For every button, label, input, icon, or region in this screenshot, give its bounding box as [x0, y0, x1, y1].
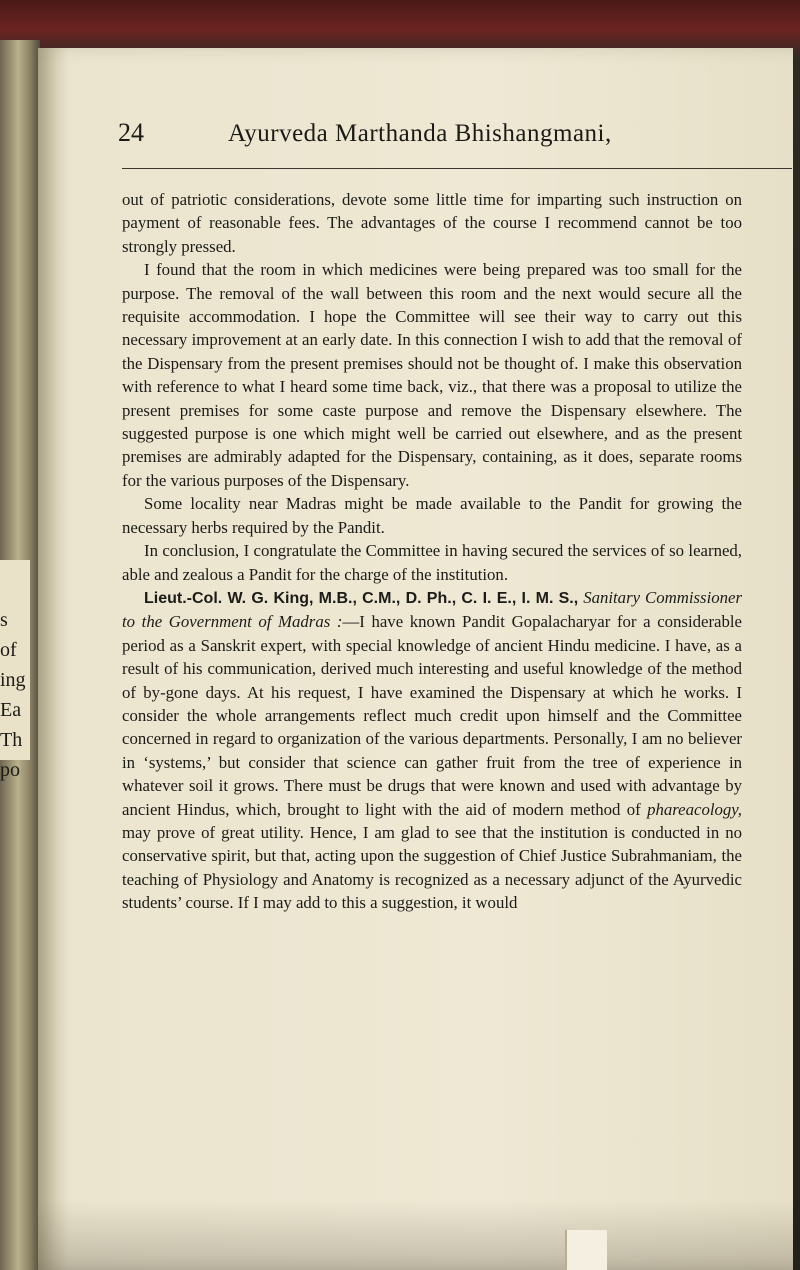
testimonial-text-continued: may prove of great utility. Hence, I am glad to see that the institution is conducted in no conservative spirit, but that, acting upon the suggestion of Chief Justice Subrahmaniam, the teaching of Physiology and Anatomy is recognized as a necessary adjunct of the Ayurvedic students’ course. If I may add to this a suggestion, it would	[122, 822, 742, 913]
fragment-line: Ea	[0, 699, 22, 721]
fragment-line: Th	[0, 729, 23, 751]
page-number: 24	[118, 118, 144, 147]
paragraph-4: In conclusion, I congratulate the Committee in having secured the services of so learned, able and zealous a Pandit for the charge of the institution.	[122, 541, 742, 584]
running-header	[118, 118, 678, 158]
page-shadow	[38, 1200, 793, 1270]
page-body	[122, 188, 742, 915]
fragment-line: po	[0, 759, 20, 781]
paragraph-1: out of patriotic considerations, devote some little time for imparting such instruction on payment of reasonable fees. The advantages of the course I recommend cannot be too strongly pressed.	[122, 190, 742, 256]
testimonial-author: Lieut.-Col. W. G. King, M.B., C.M., D. Ph., C. I. E., I. M. S.,	[144, 589, 579, 607]
italic-term: phareacology,	[647, 799, 742, 819]
running-title: Ayurveda Marthanda Bhishangmani,	[228, 120, 612, 147]
paragraph-2: I found that the room in which medicines were being prepared was too small for the purpose. The removal of the wall between this room and the next would secure all the requisite accommodation. I hope the Committee will see their way to carry out this necessary improvement at an early date. In this connection I wish to add that the removal of the Dispensary from the present premises should not be thought of. I make this observation with reference to what I heard some time back, viz., that there was a proposal to utilize the present premises for some caste purpose and remove the Dispensary elsewhere. The suggested purpose is one which might well be carried out elsewhere, and as the present premises are admirably adapted for the Dispensary, containing, as it does, separate rooms for the various purposes of the Dispensary.	[122, 260, 742, 490]
facing-page-fragments	[0, 605, 30, 785]
fragment-line: ing	[0, 669, 26, 691]
author-role: Sanitary Commissioner to the Government of Madras :	[122, 587, 743, 632]
paragraph-3: Some locality near Madras might be made available to the Pandit for growing the necessary herbs required by the Pandit.	[122, 494, 742, 537]
fragment-line: of	[0, 639, 17, 661]
header-rule	[122, 168, 792, 169]
fragment-line: s	[0, 609, 8, 631]
testimonial-text: —I have known Pandit Gopalacharyar for a considerable period as a Sanskrit expert, with special knowledge of ancient Hindu medicine. I have, as a result of his communication, derived much interesting and useful knowledge of the method of by-gone days. At his request, I have examined the Dispensary at which he works. I consider the whole arrangements reflect much credit upon himself and the Committee concerned in regard to organization of the various departments. Personally, I am no believer in ‘systems,’ but consider that science can gather fruit from the tree of experience in whatever soil it grows. There must be drugs that were known and used with advantage by ancient Hindus, which, brought to light with the aid of modern method of	[122, 612, 743, 819]
paragraph-5	[122, 586, 742, 915]
page-tab	[565, 1230, 607, 1270]
